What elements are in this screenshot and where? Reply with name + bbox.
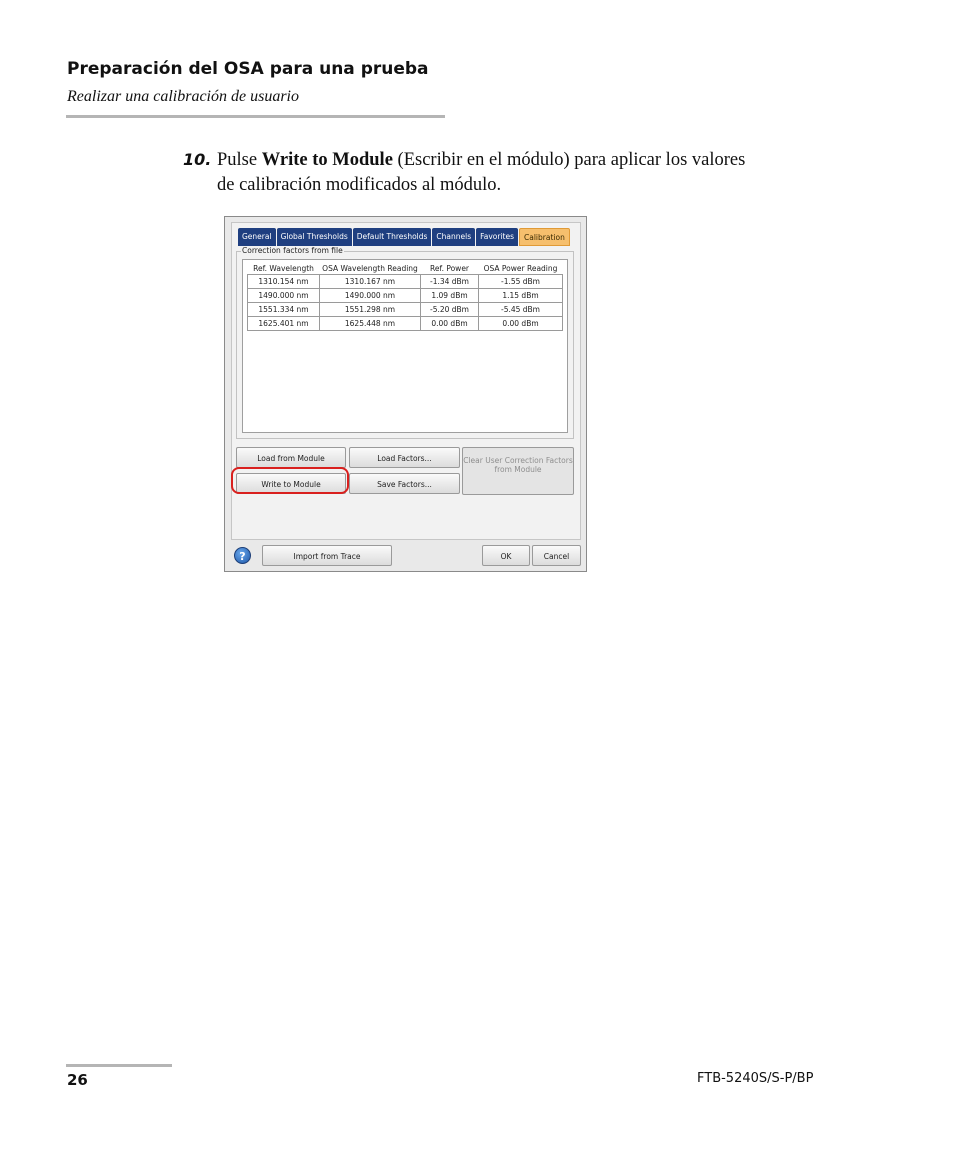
column-header-osa-wavelength[interactable]: OSA Wavelength Reading: [322, 263, 418, 273]
table-cell: 0.00 dBm: [479, 317, 563, 331]
table-row[interactable]: [248, 275, 563, 289]
load-factors-button[interactable]: Load Factors...: [349, 447, 460, 468]
tab-channels[interactable]: Channels: [432, 228, 475, 246]
step-text-after: (Escribir en el módulo) para aplicar los valores: [392, 150, 746, 170]
footer-divider: [66, 1064, 172, 1067]
header-divider: [66, 115, 445, 118]
step-bold-term: Write to Module: [261, 150, 393, 170]
column-header-ref-power[interactable]: Ref. Power: [429, 263, 470, 273]
table-cell: -1.34 dBm: [421, 275, 479, 289]
group-label: Correction factors from file: [242, 246, 343, 255]
step-text-before: Pulse: [217, 150, 262, 170]
table-row[interactable]: [248, 289, 563, 303]
tab-general[interactable]: General: [238, 228, 276, 246]
cancel-button[interactable]: Cancel: [532, 545, 581, 566]
tab-global-thresholds[interactable]: Global Thresholds: [277, 228, 352, 246]
table-cell: 1490.000 nm: [320, 289, 421, 303]
table-cell: 1.09 dBm: [421, 289, 479, 303]
table-cell: 1.15 dBm: [479, 289, 563, 303]
step-line-2: de calibración modificados al módulo.: [217, 175, 502, 195]
table-row[interactable]: [248, 317, 563, 331]
table-cell: 1310.154 nm: [248, 275, 320, 289]
help-icon[interactable]: ?: [234, 547, 251, 564]
clear-user-correction-button: Clear User Correction Factors from Module: [462, 447, 574, 495]
page-header-title: Preparación del OSA para una prueba: [67, 59, 429, 79]
column-header-ref-wavelength[interactable]: Ref. Wavelength: [253, 263, 314, 273]
import-from-trace-button[interactable]: Import from Trace: [262, 545, 392, 566]
table-cell: -5.45 dBm: [479, 303, 563, 317]
page-header-subtitle: Realizar una calibración de usuario: [67, 88, 299, 105]
write-to-module-highlight: [231, 467, 349, 494]
correction-factors-group: [236, 246, 574, 439]
table-cell: 1310.167 nm: [320, 275, 421, 289]
product-model: FTB-5240S/S-P/BP: [697, 1071, 814, 1086]
ok-button[interactable]: OK: [482, 545, 530, 566]
tab-default-thresholds[interactable]: Default Thresholds: [353, 228, 432, 246]
table-cell: 1551.334 nm: [248, 303, 320, 317]
correction-factors-list[interactable]: [242, 259, 568, 433]
table-cell: -1.55 dBm: [479, 275, 563, 289]
tab-calibration[interactable]: Calibration: [519, 228, 570, 246]
table-cell: -5.20 dBm: [421, 303, 479, 317]
step-instruction: [183, 147, 843, 198]
table-row[interactable]: [248, 303, 563, 317]
tab-favorites[interactable]: Favorites: [476, 228, 518, 246]
save-factors-button[interactable]: Save Factors...: [349, 473, 460, 494]
table-cell: 1551.298 nm: [320, 303, 421, 317]
calibration-dialog: [224, 216, 587, 572]
table-cell: 1625.401 nm: [248, 317, 320, 331]
page-number: 26: [67, 1071, 88, 1089]
table-cell: 1625.448 nm: [320, 317, 421, 331]
table-cell: 0.00 dBm: [421, 317, 479, 331]
table-cell: 1490.000 nm: [248, 289, 320, 303]
correction-factors-table: [247, 262, 563, 331]
step-number: 10.: [183, 150, 212, 169]
column-header-osa-power[interactable]: OSA Power Reading: [483, 263, 558, 273]
write-to-module-button[interactable]: Write to Module: [236, 473, 346, 494]
load-from-module-button[interactable]: Load from Module: [236, 447, 346, 468]
tab-bar: [238, 228, 571, 246]
